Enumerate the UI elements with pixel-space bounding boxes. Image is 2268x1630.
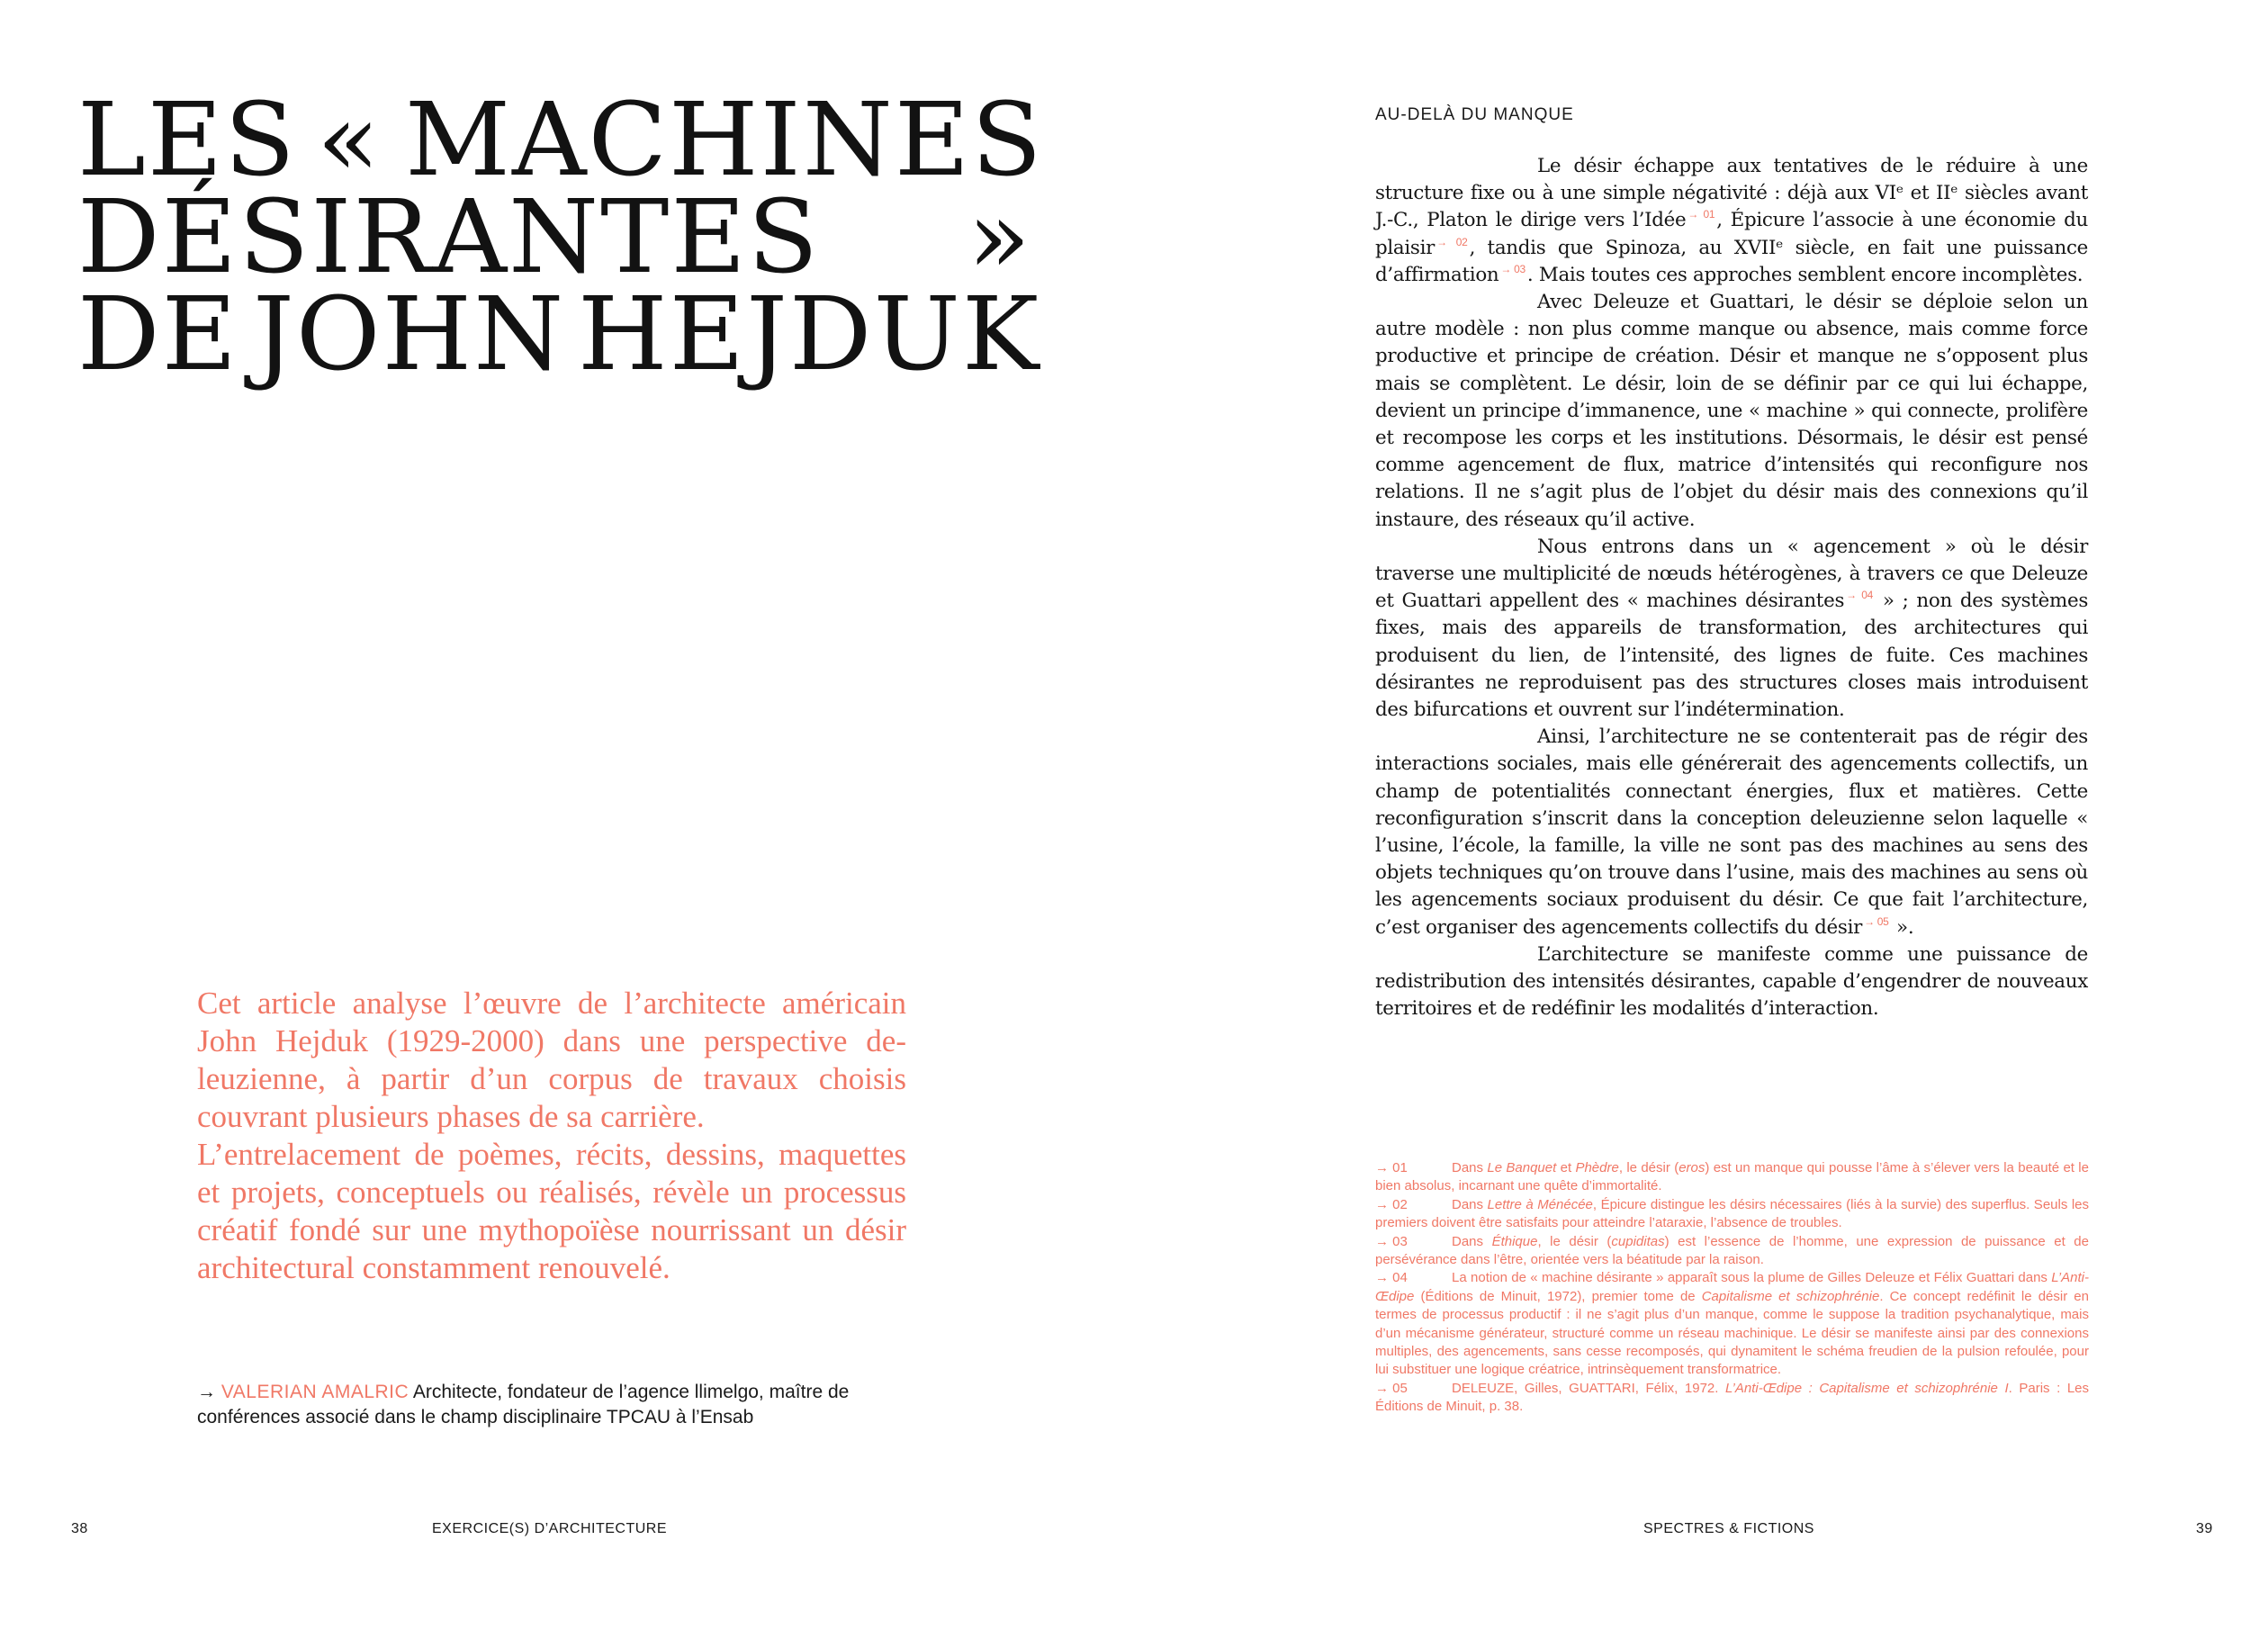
page-number-left: 38	[71, 1521, 88, 1536]
title-word: «	[317, 82, 382, 199]
running-head-right: SPECTRES & FICTIONS	[1643, 1521, 1814, 1536]
author-description: Architecte, fondateur de l’agence llimelgo, maître de conférences associé dans le champ disciplinaire TPCAU à l’Ensab	[197, 1382, 850, 1427]
running-head-left: EXERCICE(S) D’ARCHITECTURE	[432, 1521, 668, 1536]
footnote-reference[interactable]: → 04	[1846, 589, 1874, 602]
arrow-icon: →	[197, 1382, 216, 1402]
body-paragraph: Avec Deleuze et Guattari, le désir se déploie selon un autre modèle : non plus comme manque ou absence, mais comme force productive et principe de création. Désir et manque ne s’opposent plus mais se complètent. Le désir, loin de se définir par ce qui lui échappe, devient un principe d’immanence, une « machine » qui connecte, prolifère et recompose les corps et les institutions. Désormais, le désir est pensé comme agencement de flux, matrice d’intensités qui reconfigure nos relations. Il ne s’agit plus de l’objet du désir mais des connexions qu’il instaure, des réseaux qu’il active.	[1375, 291, 2088, 531]
title-word: MACHINES	[405, 82, 1044, 199]
footnote-reference[interactable]: → 05	[1864, 914, 1889, 928]
title-line	[77, 276, 1041, 393]
title-word: »	[968, 179, 1033, 296]
footnote-reference[interactable]: → 03	[1500, 262, 1526, 275]
abstract	[197, 985, 906, 1287]
body-paragraph: Nous entrons dans un « agencement » où le désir traverse une multiplicité de nœuds hétérogènes, à travers ce que Deleuze et Guattari appellent des « machines désirantes $^{\to 04}$ » ; non des systèmes fixes, mais des appareils de transformation, des architectures qui produisent du lien, de l’intensité, des lignes de fuite. Ces machines désirantes ne reproduisent pas des structures closes mais introduisent des bifurcations et ouvrent sur l’indétermination.	[1375, 535, 2089, 722]
footnote-reference[interactable]: → 02	[1436, 235, 1468, 248]
title-word: HEJDUK	[577, 276, 1041, 393]
title-line	[77, 82, 1044, 199]
footnote: → 04 La notion de « machine désirante » apparaît sous la plume de Gilles Deleuze et Félix Guattari dans L’Anti-Œdipe (Éditions de Minuit, 1972), premier tome de Capitalisme et schizophrénie. Ce concept redéfinit le désir en termes de processus productif : il ne s’agit plus d’un manque, comme le suppose la tradition psychanalytique, mais d’un mécanisme générateur, structuré comme un réseau machinique. Le désir se manifeste ainsi par des connexions multiples, des agencements, sans cesse recomposés, qui dynamitent le schéma freudien de la pulsion refoulée, pour lui substituer une logique créatrice, intrinsèquement transformatrice.	[1375, 1270, 2089, 1378]
footnote: → 05 DELEUZE, Gilles, GUATTARI, Félix, 1972. L’Anti-Œdipe : Capitalisme et schizophrénie I. Paris : Les Éditions de Minuit, p. 38.	[1375, 1380, 2090, 1415]
footnotes	[1375, 1159, 2089, 1417]
footnote-number: → 02	[1375, 1196, 1408, 1212]
title-line	[77, 179, 1033, 296]
footnote: → 02 Dans Lettre à Ménécée, Épicure distingue les désirs nécessaires (liés à la survie) des superflus. Seuls les premiers doivent être satisfaits pour atteindre l’ataraxie, l’absence de troubles.	[1375, 1196, 2089, 1231]
title-word: DE	[77, 276, 239, 393]
author-name: VALERIAN AMALRIC	[220, 1382, 410, 1402]
footnote: → 03 Dans Éthique, le désir (cupiditas) est l’essence de l’homme, une expression de puissance et de persévérance dans l’être, orientée vers la béatitude par la raison.	[1375, 1233, 2089, 1268]
footnote-number: → 01	[1375, 1160, 1408, 1175]
author-credit	[197, 1380, 908, 1430]
footnote-reference[interactable]: → 01	[1688, 208, 1715, 221]
footnote-number: → 05	[1375, 1380, 1408, 1396]
title-word: DÉSIRANTES	[77, 179, 821, 296]
footnote-number: → 04	[1375, 1270, 1408, 1286]
page-number-right: 39	[2196, 1521, 2213, 1536]
section-heading: AU-DELÀ DU MANQUE	[1375, 105, 1574, 124]
title-word: JOHN	[253, 276, 566, 393]
body-paragraph: Le désir échappe aux tentatives de le réduire à une structure fixe ou à une simple négativité : déjà aux VIᵉ et IIᵉ siècles avant J.-C., Platon le dirige vers l’Idée $^{\to 01}$, Épicure l’associe à une économie du plaisir $^{\to 02}$, tandis que Spinoza, au XVIIᵉ siècle, en fait une puissance d’affirmation $^{\to 03}$. Mais toutes ces approches semblent encore incomplètes.	[1375, 155, 2089, 286]
body-paragraph: L’architecture se manifeste comme une puissance de redistribution des intensités désirantes, capable d’engendrer de nouveaux territoires et de redéfinir les modalités d’interaction.	[1375, 942, 2088, 1021]
abstract-paragraph: Cet article analyse l’œuvre de l’architecte américain John Hejduk (1929-2000) dans une perspective deleuzienne, à partir d’un corpus de travaux choisis couvrant plusieurs phases de sa carrière.	[197, 986, 906, 1134]
abstract-paragraph: L’entrelacement de poèmes, récits, dessins, maquettes et projets, conceptuels ou réalisés, révèle un processus créatif fondé sur une mythopoïèse nourrissant un désir architectural constamment renouvelé.	[197, 1137, 906, 1285]
footnote-number: → 03	[1375, 1233, 1408, 1249]
body-text	[1375, 153, 2088, 1023]
body-paragraph: Ainsi, l’architecture ne se contenterait pas de régir des interactions sociales, mais elle générerait des agencements collectifs, un champ de potentialités connectant énergies, flux et matières. Cette reconfiguration s’inscrit dans la conception deleuzienne selon laquelle « l’usine, l’école, la famille, la ville ne sont pas des machines au sens des objets techniques qu’on trouve dans l’usine, mais des machines au sens où les agencements sociaux produisent du désir. Ce que fait l’architecture, c’est organiser des agencements collectifs du désir $^{\to 05}$ ».	[1375, 725, 2088, 939]
title-word: LES	[77, 82, 297, 199]
footnote: → 01 Dans Le Banquet et Phèdre, le désir (eros) est un manque qui pousse l’âme à s’élever vers la beauté et le bien absolus, incarnant une quête d’immortalité.	[1375, 1160, 2089, 1194]
article-title	[77, 82, 1044, 393]
